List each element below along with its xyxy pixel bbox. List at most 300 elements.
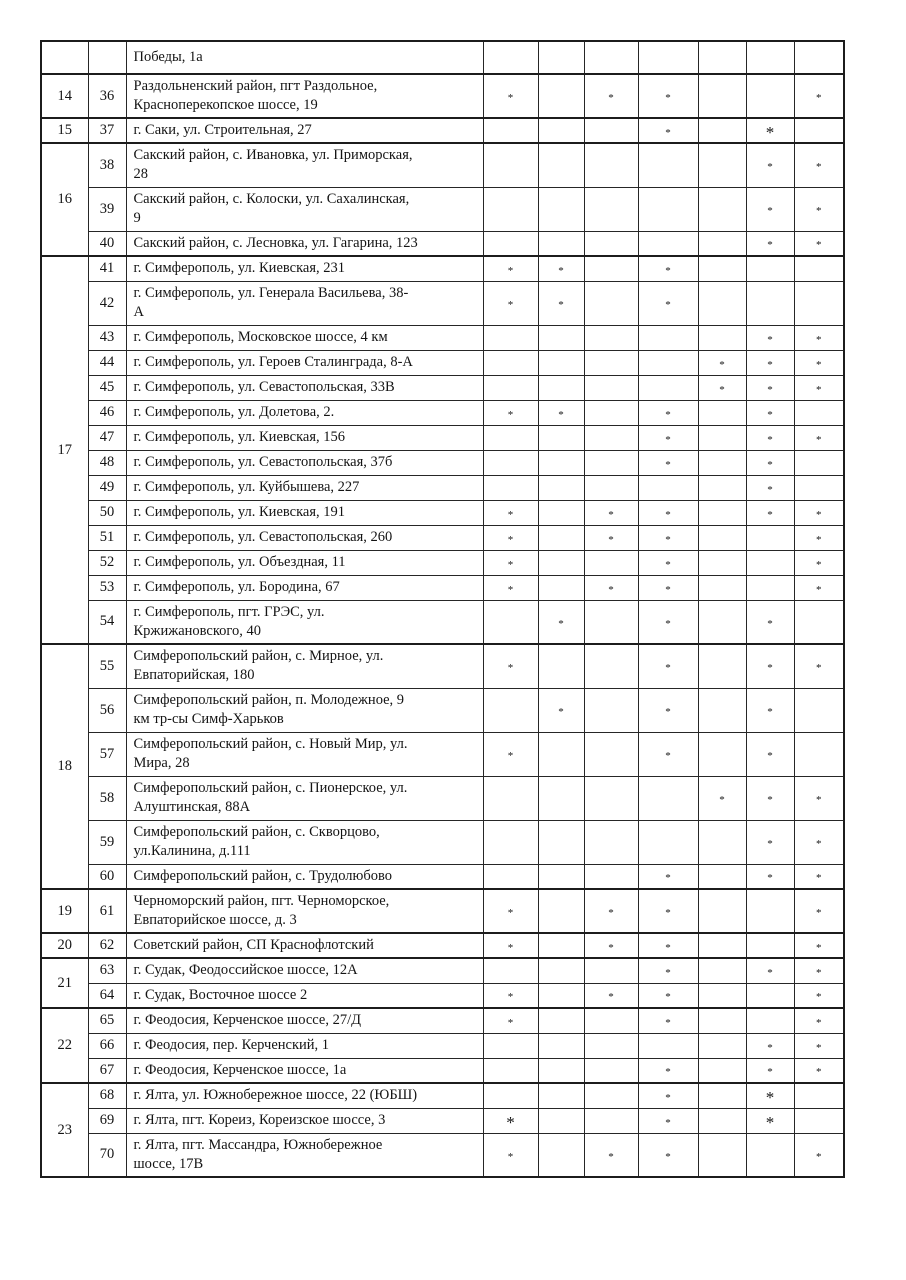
asterisk-mark: * bbox=[665, 617, 671, 630]
mark-cell bbox=[746, 889, 794, 933]
row-number-cell: 70 bbox=[88, 1133, 126, 1177]
address-cell: Победы, 1а bbox=[126, 41, 483, 74]
address-cell: г. Симферополь, ул. Долетова, 2. bbox=[126, 400, 483, 425]
mark-cell bbox=[538, 143, 584, 187]
mark-cell bbox=[794, 400, 844, 425]
mark-cell bbox=[794, 1108, 844, 1133]
asterisk-mark: * bbox=[608, 907, 614, 919]
mark-cell bbox=[483, 983, 538, 1008]
asterisk-mark: * bbox=[507, 941, 514, 954]
asterisk-mark: * bbox=[608, 1150, 614, 1163]
mark-cell bbox=[638, 450, 698, 475]
mark-cell bbox=[794, 74, 844, 118]
mark-cell bbox=[584, 1033, 638, 1058]
mark-cell bbox=[746, 1058, 794, 1083]
asterisk-mark: * bbox=[665, 583, 671, 596]
asterisk-mark: * bbox=[665, 1091, 671, 1104]
asterisk-mark: * bbox=[816, 92, 822, 104]
address-cell: г. Симферополь, ул. Киевская, 156 bbox=[126, 425, 483, 450]
table-row bbox=[41, 820, 844, 864]
mark-cell bbox=[584, 1058, 638, 1083]
mark-cell bbox=[794, 1008, 844, 1033]
mark-cell bbox=[638, 1133, 698, 1177]
table-row bbox=[41, 41, 844, 74]
asterisk-mark: * bbox=[558, 264, 564, 277]
mark-cell bbox=[794, 350, 844, 375]
asterisk-mark: * bbox=[608, 583, 614, 596]
asterisk-mark: * bbox=[558, 706, 564, 718]
mark-cell bbox=[538, 425, 584, 450]
asterisk-mark: * bbox=[665, 1116, 671, 1129]
asterisk-mark: * bbox=[665, 558, 671, 571]
row-number-cell: 61 bbox=[88, 889, 126, 933]
mark-cell bbox=[638, 281, 698, 325]
mark-cell bbox=[538, 776, 584, 820]
asterisk-mark: * bbox=[816, 991, 822, 1004]
asterisk-mark: * bbox=[767, 1041, 773, 1054]
mark-cell bbox=[746, 143, 794, 187]
mark-cell bbox=[638, 688, 698, 732]
mark-cell bbox=[483, 1083, 538, 1108]
mark-cell bbox=[483, 74, 538, 118]
mark-cell bbox=[483, 41, 538, 74]
address-cell: Симферопольский район, п. Молодежное, 9 км тр-сы Симф-Харьков bbox=[126, 688, 483, 732]
mark-cell bbox=[698, 1033, 746, 1058]
mark-cell bbox=[698, 732, 746, 776]
mark-cell bbox=[698, 933, 746, 958]
mark-cell bbox=[483, 820, 538, 864]
mark-cell bbox=[584, 400, 638, 425]
mark-cell bbox=[746, 500, 794, 525]
mark-cell bbox=[538, 41, 584, 74]
row-number-cell: 51 bbox=[88, 525, 126, 550]
mark-cell bbox=[638, 820, 698, 864]
mark-cell bbox=[483, 688, 538, 732]
mark-cell bbox=[698, 983, 746, 1008]
row-number-cell: 41 bbox=[88, 256, 126, 281]
asterisk-mark: * bbox=[507, 264, 514, 277]
asterisk-mark: * bbox=[816, 205, 822, 217]
mark-cell bbox=[538, 732, 584, 776]
mark-cell bbox=[483, 350, 538, 375]
address-cell: г. Симферополь, ул. Севастопольская, 37б bbox=[126, 450, 483, 475]
row-number-cell: 43 bbox=[88, 325, 126, 350]
mark-cell bbox=[638, 500, 698, 525]
asterisk-mark: * bbox=[816, 161, 822, 174]
mark-cell bbox=[584, 864, 638, 889]
group-number-cell: 18 bbox=[41, 644, 88, 889]
asterisk-mark: * bbox=[665, 941, 671, 954]
asterisk-mark: * bbox=[558, 617, 564, 630]
mark-cell bbox=[584, 231, 638, 256]
mark-cell bbox=[698, 550, 746, 575]
mark-cell bbox=[794, 450, 844, 475]
mark-cell bbox=[794, 143, 844, 187]
mark-cell bbox=[584, 74, 638, 118]
row-number-cell: 53 bbox=[88, 575, 126, 600]
table-row bbox=[41, 600, 844, 644]
table-row bbox=[41, 187, 844, 231]
mark-cell bbox=[794, 575, 844, 600]
row-number-cell: 38 bbox=[88, 143, 126, 187]
mark-cell bbox=[584, 1083, 638, 1108]
table-row bbox=[41, 933, 844, 958]
mark-cell bbox=[794, 688, 844, 732]
mark-cell bbox=[584, 187, 638, 231]
mark-cell bbox=[794, 281, 844, 325]
mark-cell bbox=[483, 933, 538, 958]
asterisk-mark: * bbox=[767, 872, 773, 885]
mark-cell bbox=[794, 425, 844, 450]
mark-cell bbox=[638, 983, 698, 1008]
mark-cell bbox=[698, 450, 746, 475]
mark-cell bbox=[698, 958, 746, 983]
mark-cell bbox=[698, 1133, 746, 1177]
asterisk-mark: * bbox=[507, 1016, 514, 1029]
table-row bbox=[41, 118, 844, 143]
asterisk-mark: * bbox=[507, 750, 514, 762]
address-cell: г. Судак, Восточное шоссе 2 bbox=[126, 983, 483, 1008]
asterisk-mark: * bbox=[719, 383, 725, 396]
address-cell: г. Симферополь, ул. Киевская, 231 bbox=[126, 256, 483, 281]
address-cell: г. Симферополь, ул. Бородина, 67 bbox=[126, 575, 483, 600]
mark-cell bbox=[746, 550, 794, 575]
asterisk-mark: * bbox=[608, 533, 614, 546]
mark-cell bbox=[698, 1058, 746, 1083]
row-number-cell: 54 bbox=[88, 600, 126, 644]
mark-cell bbox=[746, 1008, 794, 1033]
mark-cell bbox=[538, 958, 584, 983]
mark-cell bbox=[638, 118, 698, 143]
mark-cell bbox=[483, 889, 538, 933]
mark-cell bbox=[483, 500, 538, 525]
table-row bbox=[41, 958, 844, 983]
mark-cell bbox=[584, 143, 638, 187]
mark-cell bbox=[538, 933, 584, 958]
mark-cell bbox=[794, 644, 844, 688]
mark-cell bbox=[746, 820, 794, 864]
asterisk-mark: * bbox=[665, 1066, 671, 1079]
mark-cell bbox=[538, 864, 584, 889]
table-row bbox=[41, 864, 844, 889]
mark-cell bbox=[638, 732, 698, 776]
mark-cell bbox=[794, 958, 844, 983]
mark-cell bbox=[698, 688, 746, 732]
mark-cell bbox=[538, 1008, 584, 1033]
table-row bbox=[41, 74, 844, 118]
asterisk-mark: * bbox=[665, 264, 671, 277]
asterisk-mark: * bbox=[608, 508, 614, 521]
mark-cell bbox=[483, 1058, 538, 1083]
asterisk-mark: * bbox=[767, 205, 773, 217]
row-number-cell: 45 bbox=[88, 375, 126, 400]
asterisk-mark: * bbox=[507, 92, 514, 104]
mark-cell bbox=[638, 1058, 698, 1083]
address-cell: г. Симферополь, ул. Объездная, 11 bbox=[126, 550, 483, 575]
group-number-cell: 14 bbox=[41, 74, 88, 118]
address-cell: г. Симферополь, ул. Генерала Васильева, 38- А bbox=[126, 281, 483, 325]
service-address-table bbox=[40, 40, 845, 1178]
asterisk-mark: * bbox=[665, 458, 671, 471]
mark-cell bbox=[698, 889, 746, 933]
mark-cell bbox=[584, 732, 638, 776]
asterisk-mark: * bbox=[816, 838, 822, 850]
mark-cell bbox=[698, 1108, 746, 1133]
group-number-cell: 21 bbox=[41, 958, 88, 1008]
mark-cell bbox=[584, 820, 638, 864]
row-number-cell: 49 bbox=[88, 475, 126, 500]
mark-cell bbox=[794, 820, 844, 864]
asterisk-mark: * bbox=[665, 408, 671, 421]
table-row bbox=[41, 983, 844, 1008]
mark-cell bbox=[698, 143, 746, 187]
mark-cell bbox=[483, 1008, 538, 1033]
mark-cell bbox=[698, 281, 746, 325]
group-number-cell: 16 bbox=[41, 143, 88, 256]
mark-cell bbox=[638, 550, 698, 575]
mark-cell bbox=[698, 600, 746, 644]
asterisk-mark: * bbox=[507, 558, 514, 571]
mark-cell bbox=[638, 187, 698, 231]
table-row bbox=[41, 1133, 844, 1177]
asterisk-mark: * bbox=[816, 433, 822, 446]
row-number-cell: 58 bbox=[88, 776, 126, 820]
asterisk-mark: * bbox=[816, 239, 822, 252]
asterisk-mark: * bbox=[665, 662, 671, 675]
mark-cell bbox=[584, 550, 638, 575]
address-cell: г. Симферополь, ул. Севастопольская, 33В bbox=[126, 375, 483, 400]
mark-cell bbox=[584, 500, 638, 525]
mark-cell bbox=[746, 1133, 794, 1177]
mark-cell bbox=[538, 1033, 584, 1058]
mark-cell bbox=[794, 231, 844, 256]
mark-cell bbox=[584, 475, 638, 500]
row-number-cell: 63 bbox=[88, 958, 126, 983]
asterisk-mark: * bbox=[507, 991, 514, 1004]
group-number-cell: 20 bbox=[41, 933, 88, 958]
mark-cell bbox=[638, 1108, 698, 1133]
table-row bbox=[41, 325, 844, 350]
mark-cell bbox=[483, 575, 538, 600]
mark-cell bbox=[746, 933, 794, 958]
mark-cell bbox=[638, 889, 698, 933]
asterisk-mark: * bbox=[816, 1016, 822, 1029]
asterisk-mark: * bbox=[816, 558, 822, 571]
table-row bbox=[41, 350, 844, 375]
table-row bbox=[41, 425, 844, 450]
mark-cell bbox=[483, 475, 538, 500]
mark-cell bbox=[538, 74, 584, 118]
mark-cell bbox=[746, 450, 794, 475]
asterisk-mark: * bbox=[507, 533, 514, 546]
address-cell: г. Симферополь, ул. Киевская, 191 bbox=[126, 500, 483, 525]
address-cell: Симферопольский район, с. Новый Мир, ул. Мира, 28 bbox=[126, 732, 483, 776]
group-number-cell: 22 bbox=[41, 1008, 88, 1083]
table-row bbox=[41, 1058, 844, 1083]
table-body bbox=[41, 41, 844, 1177]
row-number-cell: 48 bbox=[88, 450, 126, 475]
row-number-cell: 67 bbox=[88, 1058, 126, 1083]
mark-cell bbox=[794, 1083, 844, 1108]
mark-cell bbox=[584, 450, 638, 475]
asterisk-mark: * bbox=[765, 1113, 775, 1132]
mark-cell bbox=[638, 776, 698, 820]
mark-cell bbox=[538, 187, 584, 231]
mark-cell bbox=[746, 281, 794, 325]
asterisk-mark: * bbox=[665, 126, 671, 139]
asterisk-mark: * bbox=[665, 508, 671, 521]
row-number-cell: 66 bbox=[88, 1033, 126, 1058]
table-row bbox=[41, 889, 844, 933]
mark-cell bbox=[794, 600, 844, 644]
mark-cell bbox=[483, 732, 538, 776]
row-number-cell: 39 bbox=[88, 187, 126, 231]
mark-cell bbox=[746, 425, 794, 450]
table-row bbox=[41, 450, 844, 475]
mark-cell bbox=[698, 74, 746, 118]
mark-cell bbox=[538, 688, 584, 732]
mark-cell bbox=[538, 525, 584, 550]
asterisk-mark: * bbox=[767, 239, 773, 252]
mark-cell bbox=[746, 525, 794, 550]
mark-cell bbox=[698, 475, 746, 500]
row-number-cell: 37 bbox=[88, 118, 126, 143]
mark-cell bbox=[638, 143, 698, 187]
asterisk-mark: * bbox=[665, 92, 671, 104]
mark-cell bbox=[698, 1008, 746, 1033]
mark-cell bbox=[584, 600, 638, 644]
row-number-cell: 59 bbox=[88, 820, 126, 864]
mark-cell bbox=[584, 1008, 638, 1033]
mark-cell bbox=[698, 525, 746, 550]
asterisk-mark: * bbox=[816, 333, 822, 346]
mark-cell bbox=[746, 231, 794, 256]
asterisk-mark: * bbox=[816, 907, 822, 919]
table-row bbox=[41, 400, 844, 425]
mark-cell bbox=[746, 256, 794, 281]
asterisk-mark: * bbox=[507, 299, 514, 311]
asterisk-mark: * bbox=[816, 1150, 822, 1163]
row-number-cell: 50 bbox=[88, 500, 126, 525]
asterisk-mark: * bbox=[816, 383, 822, 396]
mark-cell bbox=[483, 776, 538, 820]
mark-cell bbox=[538, 231, 584, 256]
mark-cell bbox=[638, 958, 698, 983]
mark-cell bbox=[794, 325, 844, 350]
asterisk-mark: * bbox=[767, 358, 773, 371]
address-cell: г. Ялта, пгт. Массандра, Южнобережное шоссе, 17В bbox=[126, 1133, 483, 1177]
mark-cell bbox=[638, 1033, 698, 1058]
mark-cell bbox=[746, 475, 794, 500]
table-row bbox=[41, 1083, 844, 1108]
mark-cell bbox=[638, 350, 698, 375]
mark-cell bbox=[538, 644, 584, 688]
address-cell: Сакский район, с. Ивановка, ул. Приморская, 28 bbox=[126, 143, 483, 187]
row-number-cell: 42 bbox=[88, 281, 126, 325]
mark-cell bbox=[698, 500, 746, 525]
mark-cell bbox=[584, 1108, 638, 1133]
asterisk-mark: * bbox=[816, 941, 822, 954]
asterisk-mark: * bbox=[767, 433, 773, 446]
mark-cell bbox=[538, 450, 584, 475]
address-cell: г. Судак, Феодоссийское шоссе, 12А bbox=[126, 958, 483, 983]
group-number-cell: 15 bbox=[41, 118, 88, 143]
asterisk-mark: * bbox=[816, 533, 822, 546]
mark-cell bbox=[698, 256, 746, 281]
address-cell: г. Феодосия, Керченское шоссе, 27/Д bbox=[126, 1008, 483, 1033]
asterisk-mark: * bbox=[665, 750, 671, 762]
mark-cell bbox=[638, 575, 698, 600]
mark-cell bbox=[584, 575, 638, 600]
asterisk-mark: * bbox=[816, 358, 822, 371]
address-cell: Черноморский район, пгт. Черноморское, Евпаторийское шоссе, д. 3 bbox=[126, 889, 483, 933]
table-row bbox=[41, 776, 844, 820]
address-cell: г. Симферополь, ул. Севастопольская, 260 bbox=[126, 525, 483, 550]
mark-cell bbox=[794, 41, 844, 74]
mark-cell bbox=[746, 600, 794, 644]
mark-cell bbox=[483, 1133, 538, 1177]
address-cell: г. Ялта, ул. Южнобережное шоссе, 22 (ЮБШ) bbox=[126, 1083, 483, 1108]
mark-cell bbox=[638, 600, 698, 644]
asterisk-mark: * bbox=[719, 358, 725, 371]
mark-cell bbox=[698, 350, 746, 375]
mark-cell bbox=[584, 118, 638, 143]
asterisk-mark: * bbox=[767, 706, 773, 718]
asterisk-mark: * bbox=[765, 1088, 775, 1108]
table-row bbox=[41, 375, 844, 400]
row-number-cell: 57 bbox=[88, 732, 126, 776]
mark-cell bbox=[584, 933, 638, 958]
mark-cell bbox=[794, 475, 844, 500]
mark-cell bbox=[538, 475, 584, 500]
mark-cell bbox=[483, 118, 538, 143]
mark-cell bbox=[538, 1058, 584, 1083]
asterisk-mark: * bbox=[816, 662, 822, 675]
asterisk-mark: * bbox=[719, 794, 725, 806]
mark-cell bbox=[538, 600, 584, 644]
mark-cell bbox=[638, 864, 698, 889]
mark-cell bbox=[746, 41, 794, 74]
address-cell: г. Феодосия, Керченское шоссе, 1а bbox=[126, 1058, 483, 1083]
asterisk-mark: * bbox=[558, 408, 564, 421]
address-cell: Симферопольский район, с. Трудолюбово bbox=[126, 864, 483, 889]
mark-cell bbox=[794, 776, 844, 820]
mark-cell bbox=[538, 550, 584, 575]
mark-cell bbox=[584, 375, 638, 400]
mark-cell bbox=[746, 958, 794, 983]
asterisk-mark: * bbox=[816, 794, 822, 806]
mark-cell bbox=[483, 550, 538, 575]
mark-cell bbox=[794, 500, 844, 525]
mark-cell bbox=[483, 1033, 538, 1058]
row-number-cell: 40 bbox=[88, 231, 126, 256]
mark-cell bbox=[698, 375, 746, 400]
mark-cell bbox=[483, 1108, 538, 1133]
asterisk-mark: * bbox=[665, 706, 671, 718]
mark-cell bbox=[794, 187, 844, 231]
mark-cell bbox=[698, 575, 746, 600]
mark-cell bbox=[483, 600, 538, 644]
mark-cell bbox=[584, 688, 638, 732]
mark-cell bbox=[794, 732, 844, 776]
asterisk-mark: * bbox=[507, 583, 514, 596]
row-number-cell bbox=[88, 41, 126, 74]
asterisk-mark: * bbox=[767, 483, 773, 496]
mark-cell bbox=[483, 864, 538, 889]
address-cell: г. Феодосия, пер. Керченский, 1 bbox=[126, 1033, 483, 1058]
mark-cell bbox=[584, 525, 638, 550]
address-cell: г. Симферополь, ул. Куйбышева, 227 bbox=[126, 475, 483, 500]
